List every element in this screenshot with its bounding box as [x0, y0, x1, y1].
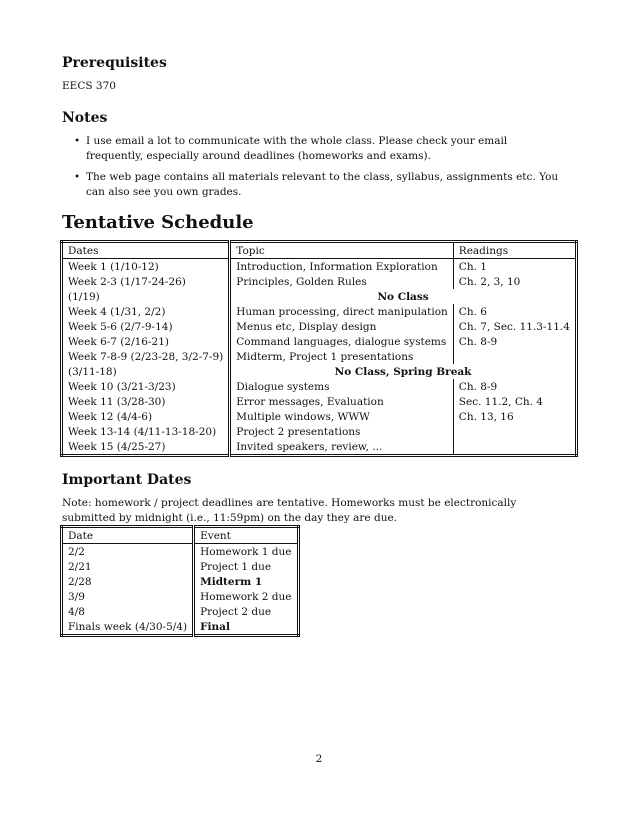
list-item	[62, 134, 562, 164]
dates-cell: Week 10 (3/21-3/23)	[62, 379, 230, 394]
dates-cell: Week 4 (1/31, 2/2)	[62, 304, 230, 319]
date-cell: Finals week (4/30-5/4)	[62, 619, 194, 636]
column-header: Readings	[453, 242, 576, 259]
event-cell: Homework 2 due	[200, 590, 292, 603]
column-header: Dates	[62, 242, 230, 259]
important-dates-heading: Important Dates	[62, 472, 192, 488]
note-text: I use email a lot to communicate with the whole class. Please check your email frequently, especially around deadlines (homeworks and exams).	[86, 135, 508, 162]
event-cell: Project 2 due	[200, 605, 272, 618]
dates-cell: (1/19)	[62, 289, 230, 304]
table-row	[62, 304, 577, 319]
event-cell: Homework 1 due	[200, 545, 292, 558]
readings-cell: Ch. 8-9	[458, 380, 498, 393]
table-row	[62, 349, 577, 364]
readings-cell: Ch. 1	[458, 260, 487, 273]
dates-cell: Week 6-7 (2/16-21)	[62, 334, 230, 349]
readings-cell: Ch. 6	[458, 305, 487, 318]
table-header-row	[62, 242, 577, 259]
topic-cell: Error messages, Evaluation	[230, 394, 454, 409]
schedule-heading: Tentative Schedule	[62, 212, 254, 233]
important-dates-note: Note: homework / project deadlines are tentative. Homeworks must be electronically submitted by midnight (i.e., 11:59pm) on the day they are due.	[62, 497, 517, 524]
column-header: Topic	[230, 242, 454, 259]
date-cell: 2/2	[62, 544, 194, 560]
topic-cell: Introduction, Information Exploration	[230, 259, 454, 275]
table-row	[62, 334, 577, 349]
table-row	[62, 424, 577, 439]
table-row	[62, 439, 577, 456]
dates-cell: Week 2-3 (1/17-24-26)	[62, 274, 230, 289]
prerequisites-text: EECS 370	[62, 80, 116, 92]
event-cell: Project 1 due	[200, 560, 272, 573]
bullet-icon: •	[74, 171, 81, 183]
table-row	[62, 289, 577, 304]
prerequisites-heading: Prerequisites	[62, 55, 167, 71]
date-cell: 2/21	[62, 559, 194, 574]
topic-cell: Human processing, direct manipulation	[230, 304, 454, 319]
dates-cell: (3/11-18)	[62, 364, 230, 379]
dates-cell: Week 12 (4/4-6)	[62, 409, 230, 424]
bullet-icon: •	[74, 135, 81, 147]
span-cell: No Class, Spring Break	[334, 365, 472, 378]
table-row	[62, 259, 577, 275]
page-number: 2	[315, 753, 323, 765]
table-row	[62, 589, 299, 604]
notes-heading: Notes	[62, 110, 108, 126]
readings-cell: Ch. 7, Sec. 11.3-11.4	[458, 320, 570, 333]
date-cell: 2/28	[62, 574, 194, 589]
table-row	[62, 544, 299, 560]
dates-cell: Week 11 (3/28-30)	[62, 394, 230, 409]
event-cell: Midterm 1	[200, 575, 263, 588]
column-header: Date	[62, 527, 194, 544]
table-row	[62, 604, 299, 619]
readings-cell: Sec. 11.2, Ch. 4	[458, 395, 543, 408]
schedule-table	[60, 240, 578, 457]
list-item	[62, 170, 562, 200]
topic-cell: Command languages, dialogue systems	[230, 334, 454, 349]
span-cell: No Class	[377, 290, 429, 303]
topic-cell: Menus etc, Display design	[230, 319, 454, 334]
dates-cell: Week 13-14 (4/11-13-18-20)	[62, 424, 230, 439]
dates-cell: Week 1 (1/10-12)	[62, 259, 230, 275]
readings-cell: Ch. 8-9	[458, 335, 498, 348]
topic-cell: Invited speakers, review, ...	[230, 439, 454, 456]
dates-cell: Week 5-6 (2/7-9-14)	[62, 319, 230, 334]
table-header-row	[62, 527, 299, 544]
table-row	[62, 619, 299, 636]
event-cell: Final	[200, 620, 230, 633]
readings-cell: Ch. 2, 3, 10	[458, 275, 521, 288]
dates-cell: Week 15 (4/25-27)	[62, 439, 230, 456]
topic-cell: Project 2 presentations	[230, 424, 454, 439]
table-row	[62, 274, 577, 289]
readings-cell	[453, 439, 576, 456]
table-row	[62, 409, 577, 424]
readings-cell	[453, 424, 576, 439]
column-header: Event	[194, 527, 298, 544]
table-row	[62, 394, 577, 409]
important-dates-table	[60, 525, 300, 637]
readings-cell	[453, 349, 576, 364]
table-row	[62, 559, 299, 574]
topic-cell: Dialogue systems	[230, 379, 454, 394]
readings-cell: Ch. 13, 16	[458, 410, 514, 423]
note-text: The web page contains all materials relevant to the class, syllabus, assignments etc. You can also see you own grades.	[86, 171, 559, 198]
topic-cell: Midterm, Project 1 presentations	[230, 349, 454, 364]
table-row	[62, 379, 577, 394]
table-row	[62, 364, 577, 379]
date-cell: 3/9	[62, 589, 194, 604]
dates-cell: Week 7-8-9 (2/23-28, 3/2-7-9)	[62, 349, 230, 364]
notes-list	[62, 134, 562, 206]
table-row	[62, 574, 299, 589]
date-cell: 4/8	[62, 604, 194, 619]
topic-cell: Multiple windows, WWW	[230, 409, 454, 424]
table-row	[62, 319, 577, 334]
topic-cell: Principles, Golden Rules	[230, 274, 454, 289]
